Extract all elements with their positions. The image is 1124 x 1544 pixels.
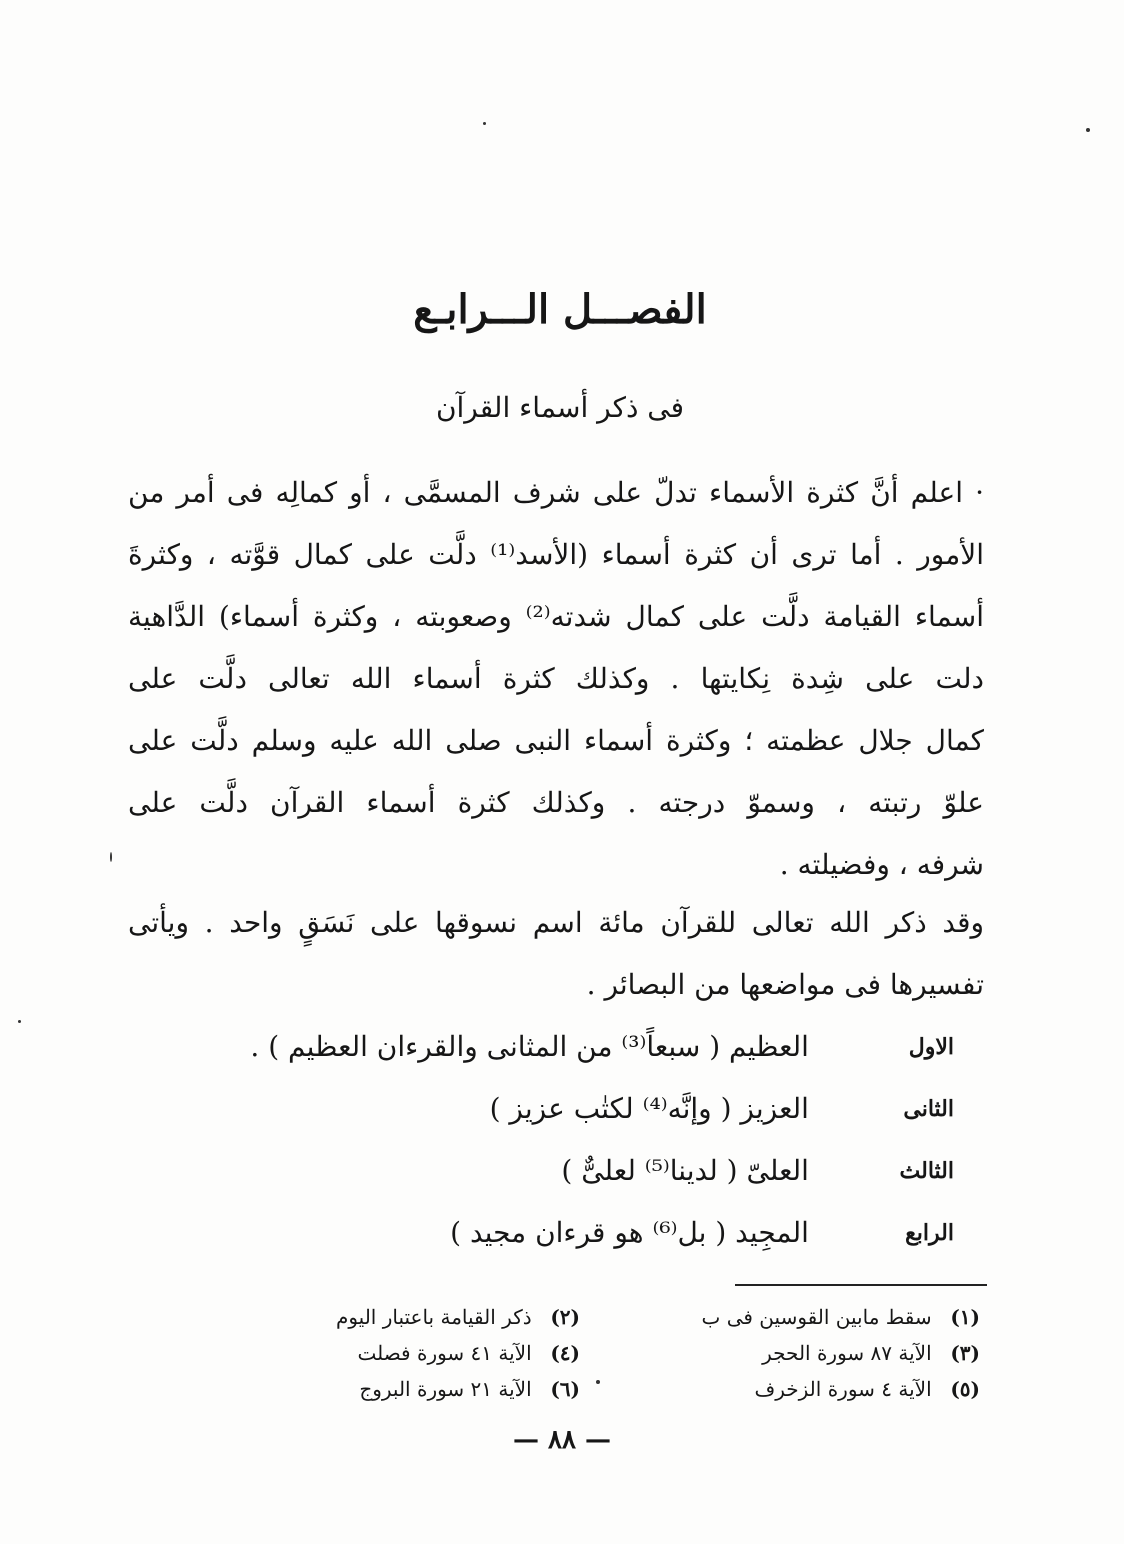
footnote-number: (١) bbox=[950, 1305, 980, 1329]
footnote-text: الآية ٤١ سورة فصلت bbox=[357, 1341, 532, 1365]
paragraph-line: وقد ذكر الله تعالى للقرآن مائة اسم نسوقها على نَسَقٍ واحد . ويأتى bbox=[128, 906, 984, 939]
quran-names-list bbox=[134, 1016, 954, 1264]
chapter-subtitle: فى ذكر أسماء القرآن bbox=[435, 391, 685, 424]
name-ordinal: الرابع bbox=[905, 1220, 954, 1246]
name-entry: العزيز ( وإنَّه⁽⁴⁾ لكتٰب عزيز ) bbox=[489, 1092, 809, 1125]
paragraph-line: دلت على شِدة نِكايتها . وكذلك كثرة أسماء الله تعالى دلَّت على bbox=[128, 662, 984, 695]
footnote-number: (٤) bbox=[550, 1341, 580, 1365]
paper-speck bbox=[1086, 128, 1090, 132]
footnote bbox=[240, 1372, 580, 1406]
footnote bbox=[240, 1336, 580, 1370]
footnote-number: (٢) bbox=[550, 1305, 580, 1329]
footnote-number: (٦) bbox=[550, 1377, 580, 1401]
footnote-number: (٥) bbox=[950, 1377, 980, 1401]
list-item bbox=[134, 1202, 954, 1264]
footnotes bbox=[240, 1300, 980, 1410]
footnote-number: (٣) bbox=[950, 1341, 980, 1365]
name-entry: العلىّ ( لدينا⁽⁵⁾ لعلىٌّ ) bbox=[561, 1154, 809, 1187]
footnote bbox=[640, 1372, 980, 1406]
footnote-text: الآية ٢١ سورة البروج bbox=[359, 1377, 532, 1401]
list-item bbox=[134, 1016, 954, 1078]
paper-speck bbox=[483, 122, 486, 125]
footnote-divider bbox=[735, 1284, 987, 1286]
name-entry: العظيم ( سبعاً⁽³⁾ من المثانى والقرءان العظيم ) . bbox=[250, 1030, 809, 1063]
paragraph-line: شرفه ، وفضيلته . bbox=[779, 848, 984, 881]
body-paragraph bbox=[128, 462, 984, 896]
paragraph-line: تفسيرها فى مواضعها من البصائر . bbox=[586, 968, 984, 1001]
footnote-text: الآية ٨٧ سورة الحجر bbox=[762, 1341, 932, 1365]
list-item bbox=[134, 1140, 954, 1202]
chapter-title: الفصـــل الـــرابـع bbox=[413, 286, 707, 333]
paragraph-line: · اعلم أنَّ كثرة الأسماء تدلّ على شرف المسمَّى ، أو كمالِه فى أمر من bbox=[128, 476, 984, 509]
name-ordinal: الثانى bbox=[903, 1096, 954, 1122]
footnote bbox=[640, 1300, 980, 1334]
footnote-text: الآية ٤ سورة الزخرف bbox=[754, 1377, 932, 1401]
body-paragraph bbox=[128, 892, 984, 1016]
name-ordinal: الاول bbox=[908, 1034, 954, 1060]
paragraph-line: الأمور . أما ترى أن كثرة أسماء (الأسد⁽¹⁾ دلَّت على كمال قوَّته ، وكثرةَ bbox=[128, 538, 984, 571]
name-ordinal: الثالث bbox=[899, 1158, 954, 1184]
list-item bbox=[134, 1078, 954, 1140]
paper-speck bbox=[110, 852, 112, 862]
paragraph-line: علوّ رتبته ، وسموّ درجته . وكذلك كثرة أسماء القرآن دلَّت على bbox=[128, 786, 984, 819]
paper-speck bbox=[18, 1020, 21, 1023]
footnote-text: ذكر القيامة باعتبار اليوم bbox=[335, 1305, 532, 1329]
footnote bbox=[640, 1336, 980, 1370]
paragraph-line: أسماء القيامة دلَّت على كمال شدته⁽²⁾ وصعوبته ، وكثرة أسماء) الدَّاهية bbox=[128, 600, 984, 633]
footnote-text: سقط مابين القوسين فى ب bbox=[701, 1305, 932, 1329]
name-entry: المجِيد ( بل⁽⁶⁾ هو قرءان مجيد ) bbox=[450, 1216, 809, 1249]
footnote bbox=[240, 1300, 580, 1334]
page-number: — ٨٨ — bbox=[512, 1425, 612, 1455]
paragraph-line: كمال جلال عظمته ؛ وكثرة أسماء النبى صلى الله عليه وسلم دلَّت على bbox=[128, 724, 984, 757]
